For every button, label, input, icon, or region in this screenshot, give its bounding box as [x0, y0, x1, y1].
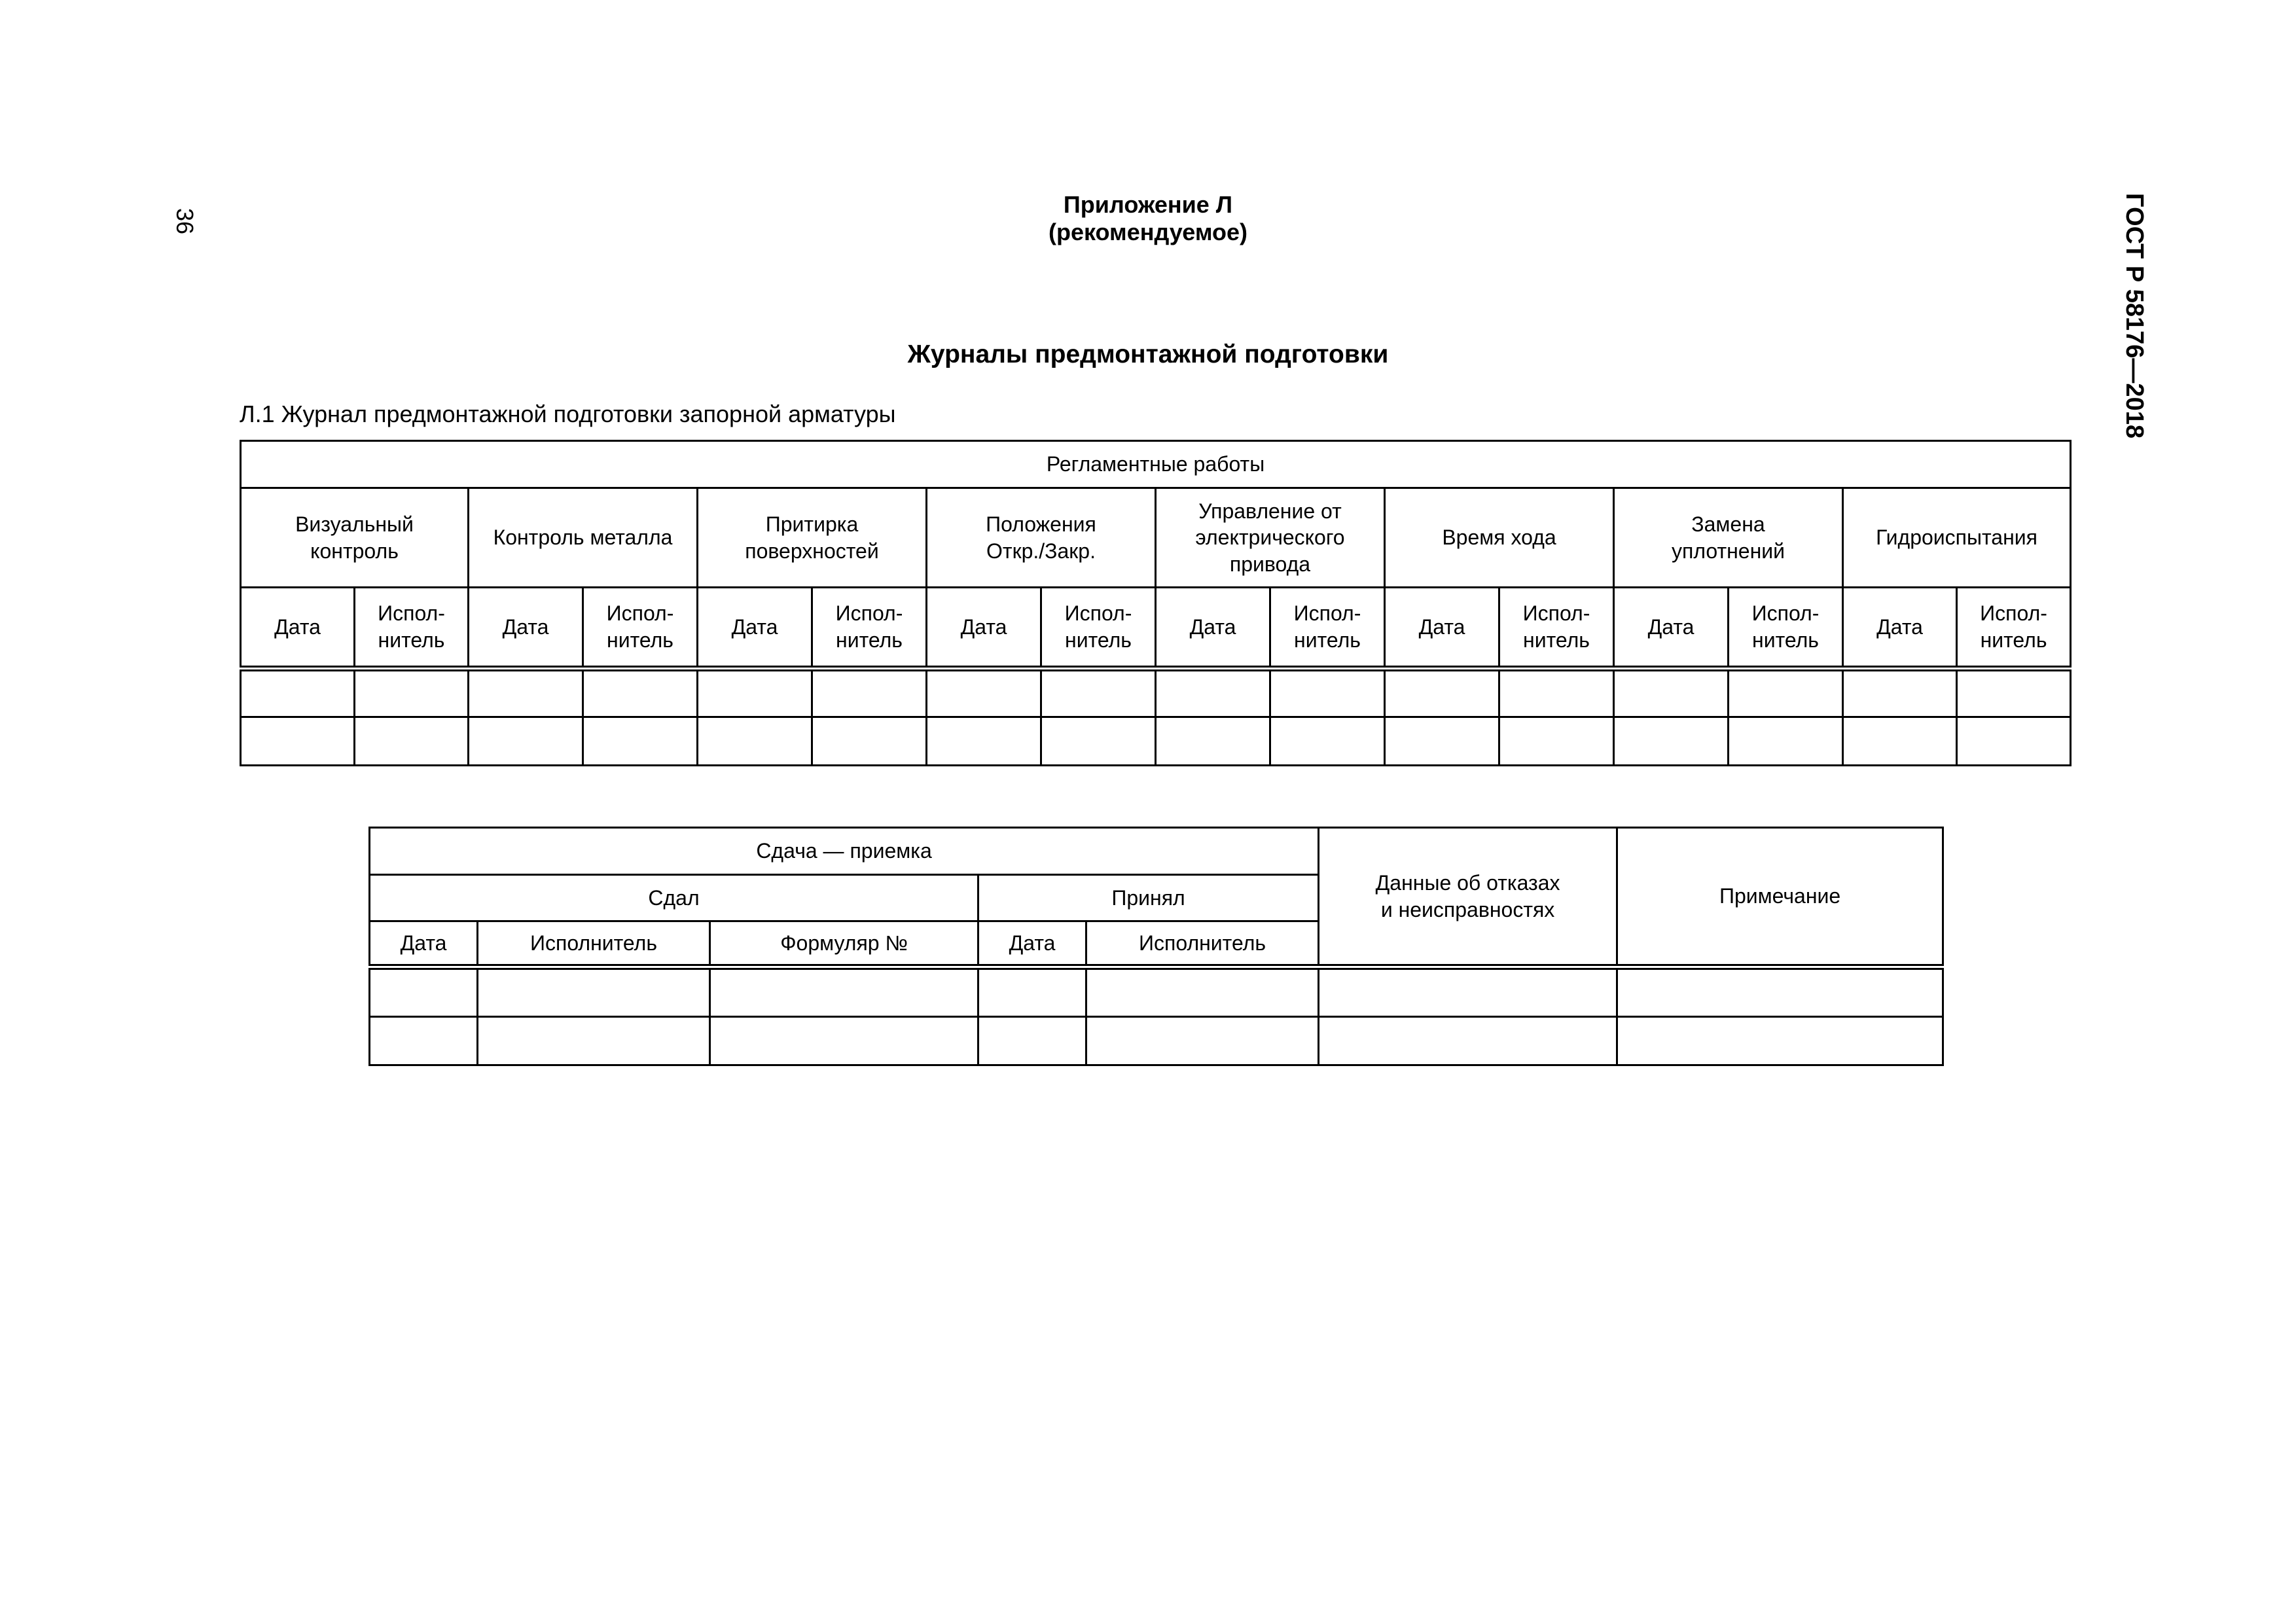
group-label-line: Откр./Закр. — [986, 539, 1096, 563]
table-cell[interactable] — [1617, 1017, 1943, 1065]
col-date: Дата — [1614, 588, 1729, 669]
group-label-line: уплотнений — [1672, 539, 1785, 563]
col-date: Дата — [241, 588, 355, 669]
table-cell[interactable] — [583, 717, 698, 766]
table-cell[interactable] — [1729, 717, 1843, 766]
col-date: Дата — [978, 921, 1086, 967]
table-cell[interactable] — [1270, 717, 1385, 766]
page-number: 36 — [171, 208, 198, 235]
table-row — [241, 717, 2071, 766]
col-form-number: Формуляр № — [710, 921, 978, 967]
table-cell[interactable] — [478, 1017, 710, 1065]
table-cell[interactable] — [1319, 1017, 1617, 1065]
table-cell[interactable] — [1086, 967, 1319, 1017]
col-executor — [1729, 588, 1843, 669]
col-date: Дата — [370, 921, 478, 967]
table-cell[interactable] — [710, 1017, 978, 1065]
table-cell[interactable] — [1270, 669, 1385, 717]
col-executor-line: нитель — [607, 628, 673, 652]
table-cell[interactable] — [355, 669, 469, 717]
col-date: Дата — [1843, 588, 1957, 669]
table-cell[interactable] — [1957, 669, 2071, 717]
col-executor — [1270, 588, 1385, 669]
table-cell[interactable] — [1319, 967, 1617, 1017]
group-label-line: Время хода — [1442, 526, 1556, 550]
table-cell[interactable] — [1729, 669, 1843, 717]
col-executor-line: Испол- — [606, 601, 674, 626]
col-executor — [1499, 588, 1614, 669]
group-label-line: Притирка — [765, 512, 859, 536]
col-executor — [355, 588, 469, 669]
scheduled-works-header: Регламентные работы — [241, 441, 2071, 488]
standard-label: ГОСТ Р 58176—2018 — [2121, 193, 2148, 438]
col-executor — [1957, 588, 2071, 669]
table-cell[interactable] — [370, 967, 478, 1017]
table-cell[interactable] — [710, 967, 978, 1017]
group-hydrotesting — [1843, 488, 2071, 588]
col-executor-line: Испол- — [378, 601, 445, 626]
table-cell[interactable] — [812, 717, 927, 766]
table-cell[interactable] — [1614, 669, 1729, 717]
failures-header-line: и неисправностях — [1380, 897, 1555, 921]
group-label-line: Положения — [986, 512, 1096, 536]
col-executor-line: нитель — [1752, 628, 1819, 652]
table-cell[interactable] — [812, 669, 927, 717]
col-executor-line: Испол- — [835, 601, 903, 626]
table-cell[interactable] — [1385, 669, 1499, 717]
table-cell[interactable] — [1156, 669, 1270, 717]
group-label-line: Управление от — [1198, 499, 1342, 523]
col-executor — [583, 588, 698, 669]
table-cell[interactable] — [927, 717, 1041, 766]
col-executor-line: Испол- — [1751, 601, 1820, 626]
table-cell[interactable] — [1499, 717, 1614, 766]
table-row — [241, 669, 2071, 717]
table-cell[interactable] — [1041, 669, 1156, 717]
table-cell[interactable] — [1086, 1017, 1319, 1065]
group-label-line: Визуальный — [295, 512, 414, 536]
table-cell[interactable] — [478, 967, 710, 1017]
handover-acceptance-table — [368, 827, 1944, 1066]
table-cell[interactable] — [469, 717, 583, 766]
group-open-close-positions — [927, 488, 1156, 588]
col-executor-line: Испол- — [1522, 601, 1590, 626]
table-cell[interactable] — [1385, 717, 1499, 766]
col-date: Дата — [469, 588, 583, 669]
col-executor: Исполнитель — [1086, 921, 1319, 967]
col-executor-line: нитель — [378, 628, 445, 652]
appendix-title: Приложение Л — [1063, 191, 1233, 218]
col-date: Дата — [1156, 588, 1270, 669]
table-cell[interactable] — [978, 967, 1086, 1017]
failures-header-line: Данные об отказах — [1375, 870, 1560, 895]
group-seal-replacement — [1614, 488, 1843, 588]
col-date: Дата — [698, 588, 812, 669]
table-row — [370, 967, 1943, 1017]
col-date: Дата — [1385, 588, 1499, 669]
group-electric-drive-control — [1156, 488, 1385, 588]
handed-over-header: Сдал — [370, 875, 978, 921]
group-label-line: Контроль металла — [493, 526, 673, 550]
group-label-line: электрического — [1195, 526, 1345, 550]
group-label-line: поверхностей — [745, 539, 879, 563]
col-executor-line: Испол- — [1293, 601, 1361, 626]
col-executor-line: нитель — [1065, 628, 1132, 652]
document-title: Журналы предмонтажной подготовки — [907, 340, 1389, 368]
group-surface-lapping — [698, 488, 927, 588]
group-stroke-time — [1385, 488, 1614, 588]
group-label-line: контроль — [310, 539, 399, 563]
table-cell[interactable] — [1843, 669, 1957, 717]
table-cell[interactable] — [469, 669, 583, 717]
table-cell[interactable] — [370, 1017, 478, 1065]
col-executor — [812, 588, 927, 669]
col-executor-line: Испол- — [1980, 601, 2047, 626]
table-cell[interactable] — [698, 717, 812, 766]
table-cell[interactable] — [1499, 669, 1614, 717]
table-cell[interactable] — [1843, 717, 1957, 766]
group-label-line: Замена — [1691, 512, 1765, 536]
table-cell[interactable] — [583, 669, 698, 717]
table-cell[interactable] — [1617, 967, 1943, 1017]
table-cell[interactable] — [241, 669, 355, 717]
group-label-line: Гидроиспытания — [1876, 526, 2037, 550]
table-cell[interactable] — [1156, 717, 1270, 766]
group-metal-control — [469, 488, 698, 588]
col-executor-line: нитель — [1523, 628, 1590, 652]
appendix-status: (рекомендуемое) — [1049, 219, 1247, 245]
table-cell[interactable] — [978, 1017, 1086, 1065]
table-cell[interactable] — [927, 669, 1041, 717]
table-cell[interactable] — [1041, 717, 1156, 766]
col-executor-line: нитель — [1294, 628, 1361, 652]
table-cell[interactable] — [1614, 717, 1729, 766]
accepted-header: Принял — [978, 875, 1319, 921]
journal-subtitle: Л.1 Журнал предмонтажной подготовки запорной арматуры — [240, 401, 896, 427]
failures-header — [1319, 828, 1617, 967]
group-label-line: привода — [1229, 552, 1311, 576]
col-executor — [1041, 588, 1156, 669]
col-executor-line: нитель — [1980, 628, 2047, 652]
col-executor: Исполнитель — [478, 921, 710, 967]
col-executor-line: нитель — [836, 628, 903, 652]
note-header: Примечание — [1617, 828, 1943, 967]
col-date: Дата — [927, 588, 1041, 669]
handover-acceptance-header: Сдача — приемка — [370, 828, 1319, 875]
table-cell[interactable] — [241, 717, 355, 766]
group-visual-inspection — [241, 488, 469, 588]
table-cell[interactable] — [698, 669, 812, 717]
table-cell[interactable] — [1957, 717, 2071, 766]
maintenance-journal-table — [240, 440, 2072, 766]
table-cell[interactable] — [355, 717, 469, 766]
col-executor-line: Испол- — [1064, 601, 1132, 626]
table-row — [370, 1017, 1943, 1065]
